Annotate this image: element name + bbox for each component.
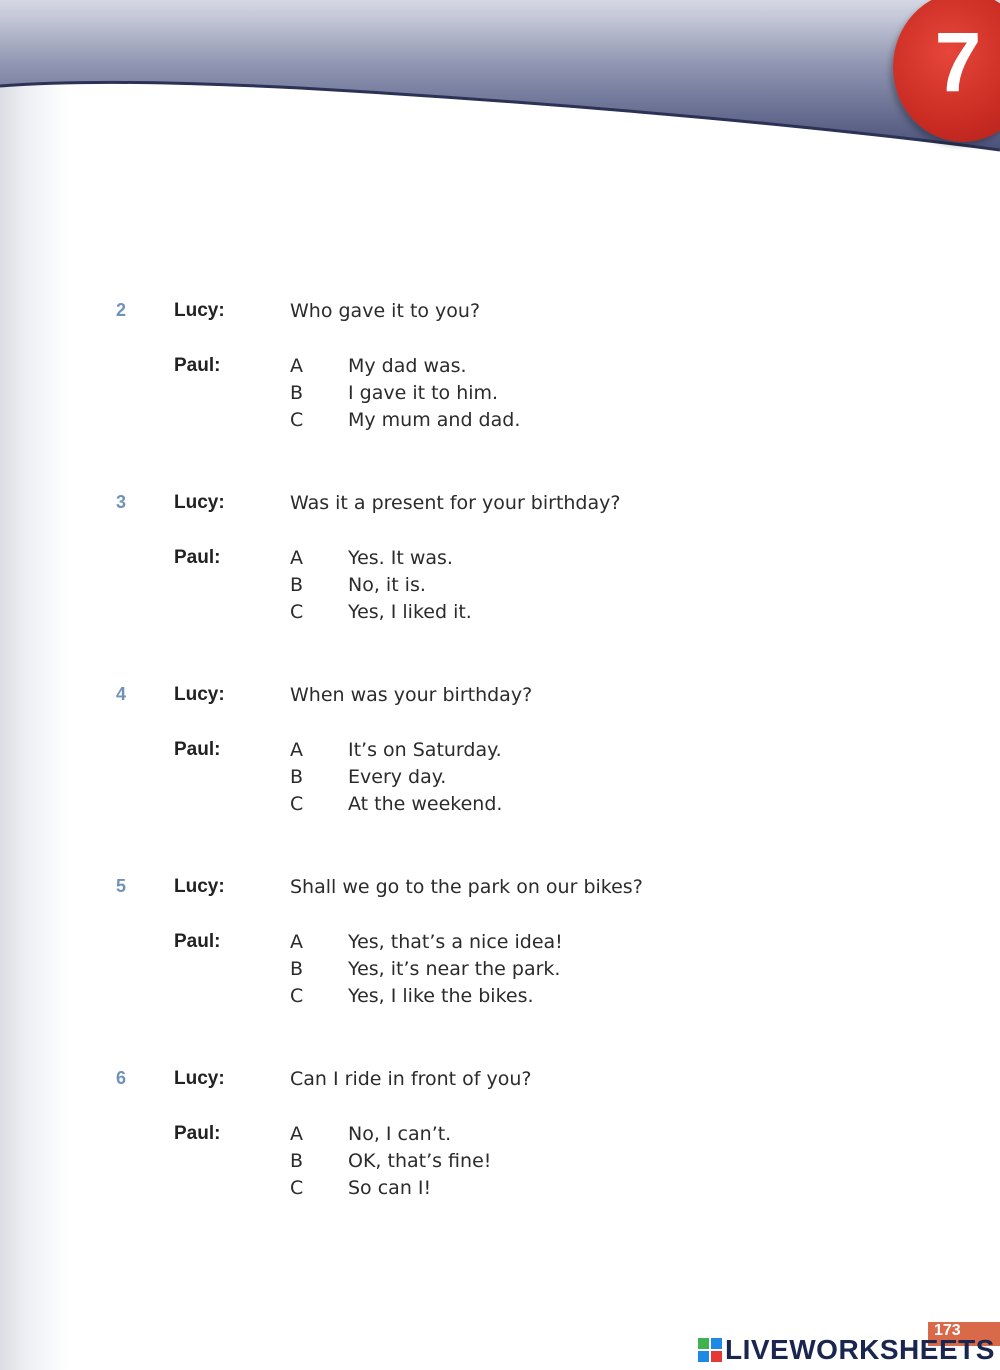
question-number: 5 [116, 876, 127, 896]
page-number: 173 [934, 1322, 961, 1339]
question-item [0, 492, 1000, 662]
answer-option-c[interactable]: C So can I! [290, 1177, 432, 1199]
question-item [0, 684, 1000, 854]
question-item [0, 876, 1000, 1046]
question-item [0, 1068, 1000, 1238]
speaker-paul: Paul: [174, 355, 221, 376]
answer-option-b[interactable]: B Every day. [290, 766, 447, 788]
speaker-paul: Paul: [174, 931, 221, 952]
header-banner [0, 0, 1000, 160]
answer-option-a[interactable]: A Yes. It was. [290, 547, 453, 569]
liveworksheets-logo-icon [698, 1338, 722, 1362]
chapter-number: 7 [934, 15, 982, 109]
question-item [0, 300, 1000, 470]
answer-option-a[interactable]: A It’s on Saturday. [290, 739, 502, 761]
answer-option-a[interactable]: A My dad was. [290, 355, 467, 377]
question-text: Was it a present for your birthday? [290, 492, 621, 514]
answer-option-b[interactable]: B OK, that’s fine! [290, 1150, 492, 1172]
question-number: 3 [116, 492, 127, 512]
answer-option-c[interactable]: C My mum and dad. [290, 409, 521, 431]
answer-option-b[interactable]: B I gave it to him. [290, 382, 499, 404]
question-text: When was your birthday? [290, 684, 533, 706]
question-text: Shall we go to the park on our bikes? [290, 876, 643, 898]
question-text: Can I ride in front of you? [290, 1068, 532, 1090]
question-number: 6 [116, 1068, 127, 1088]
answer-option-b[interactable]: B Yes, it’s near the park. [290, 958, 561, 980]
watermark-text: LIVEWORKSHEETS [725, 1334, 995, 1365]
speaker-lucy: Lucy: [174, 1068, 225, 1089]
speaker-lucy: Lucy: [174, 684, 225, 705]
speaker-lucy: Lucy: [174, 300, 225, 321]
answer-option-c[interactable]: C Yes, I like the bikes. [290, 985, 534, 1007]
speaker-paul: Paul: [174, 1123, 221, 1144]
speaker-lucy: Lucy: [174, 492, 225, 513]
answer-option-c[interactable]: C At the weekend. [290, 793, 503, 815]
liveworksheets-watermark [698, 1334, 995, 1366]
speaker-paul: Paul: [174, 739, 221, 760]
answer-option-c[interactable]: C Yes, I liked it. [290, 601, 472, 623]
answer-option-a[interactable]: A No, I can’t. [290, 1123, 452, 1145]
speaker-paul: Paul: [174, 547, 221, 568]
question-number: 2 [116, 300, 127, 320]
question-text: Who gave it to you? [290, 300, 481, 322]
question-number: 4 [116, 684, 127, 704]
answer-option-b[interactable]: B No, it is. [290, 574, 426, 596]
answer-option-a[interactable]: A Yes, that’s a nice idea! [290, 931, 563, 953]
speaker-lucy: Lucy: [174, 876, 225, 897]
